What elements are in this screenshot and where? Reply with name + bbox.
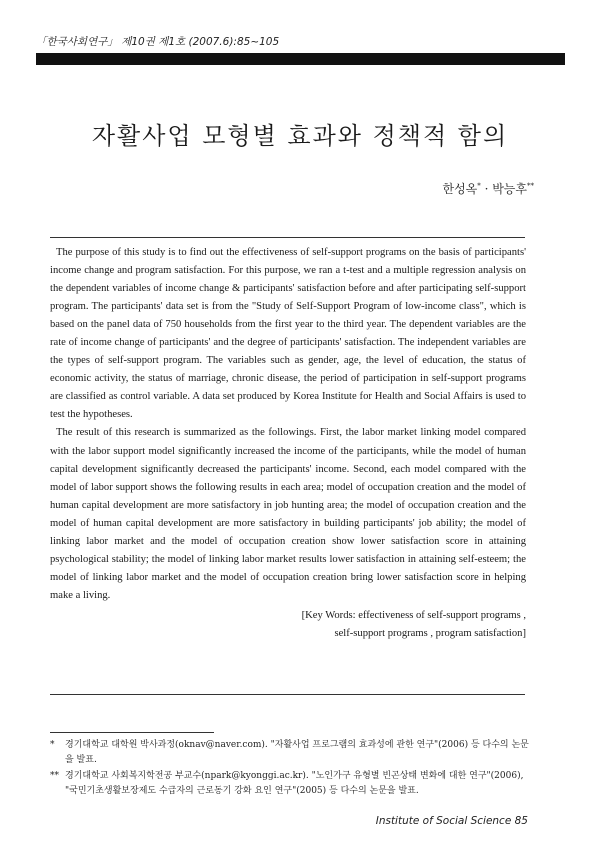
paper-title: 자활사업 모형별 효과와 정책적 함의 xyxy=(91,122,509,150)
header-bar xyxy=(36,53,565,65)
key-words-line-1: [Key Words: effectiveness of self-support programs , xyxy=(301,609,526,621)
author-mark-1: * xyxy=(477,182,481,190)
footnote-mark: ** xyxy=(50,770,59,781)
page-footer: Institute of Social Science 85 xyxy=(375,815,528,827)
footnote-text: 경기대학교 사회복지학전공 부교수(npark@kyonggi.ac.kr). "노인가구 유형별 빈곤상태 변화에 대한 연구"(2006), "국민기초생활보장제도 수급자의 근로동기 강화 요인 연구"(2005) 등 다수의 논문을 발표. xyxy=(65,770,524,797)
abstract xyxy=(50,244,526,643)
footnotes xyxy=(50,738,532,800)
abstract-paragraph-1: The purpose of this study is to find out the effectiveness of self-support programs on the basis of participants' income change and program satisfaction. For this purpose, we ran a t-test and a multiple regression analysis on the dependent variables of income change & participants' satisfaction before and after participating self-support program. The participants' data set is from the "Study of Self-Support Program of low-income class", which is based on the panel data of 750 households from the first year to the third year. The dependent variables are the rate of income change of participants' and the degree of participants' satisfaction. The independent variables are the types of self-support program. The variables such as gender, age, the level of education, the status of economic activity, the status of marriage, chronic disease, the period of participation in self-support programs are classified as control variable. A data set produced by Korea Institute for Health and Social Affairs is used to test the hypotheses. xyxy=(50,247,526,421)
abstract-bottom-rule xyxy=(50,694,525,695)
author-name-2: 박능후 xyxy=(492,182,527,196)
abstract-paragraph-2: The result of this research is summarized as the followings. First, the labor market linking model compared with the labor support model significantly increased the income of the participants, while the model of human capital development significantly decreased the participants' income. Second, each model compared with the model of labor support shows the following results in each area; model of occupation creation and the model of human capital development are more satisfactory in job hunting area; the model of occupation creation and the model of human capital development are more satisfactory in building participants' job ability; the model of linking labor market and the model of occupation creation show lower satisfaction score in attaining psychological stability; the model of linking labor market results lower satisfaction in attaining self-esteem; the model of linking labor market and the model of occupation creation bring lower satisfaction score in helping make a living. xyxy=(50,427,526,601)
author-mark-2: ** xyxy=(527,182,534,190)
key-words xyxy=(50,607,526,643)
footnote-2 xyxy=(50,769,532,800)
author-name-1: 한성옥 xyxy=(442,182,478,196)
journal-reference: 「한국사회연구」 제10권 제1호 (2007.6):85~105 xyxy=(36,36,280,48)
footnote-text: 경기대학교 대학원 박사과정(oknav@naver.com). "자활사업 프로그램의 효과성에 관한 연구"(2006) 등 다수의 논문을 발표. xyxy=(65,740,529,766)
key-words-line-2: self-support programs , program satisfaction] xyxy=(334,627,526,639)
author-line xyxy=(442,180,534,197)
abstract-top-rule xyxy=(50,237,525,238)
author-separator: · xyxy=(480,182,493,196)
footnote-mark: * xyxy=(50,740,55,750)
footnote-rule xyxy=(50,732,214,733)
footnote-1 xyxy=(50,738,532,769)
